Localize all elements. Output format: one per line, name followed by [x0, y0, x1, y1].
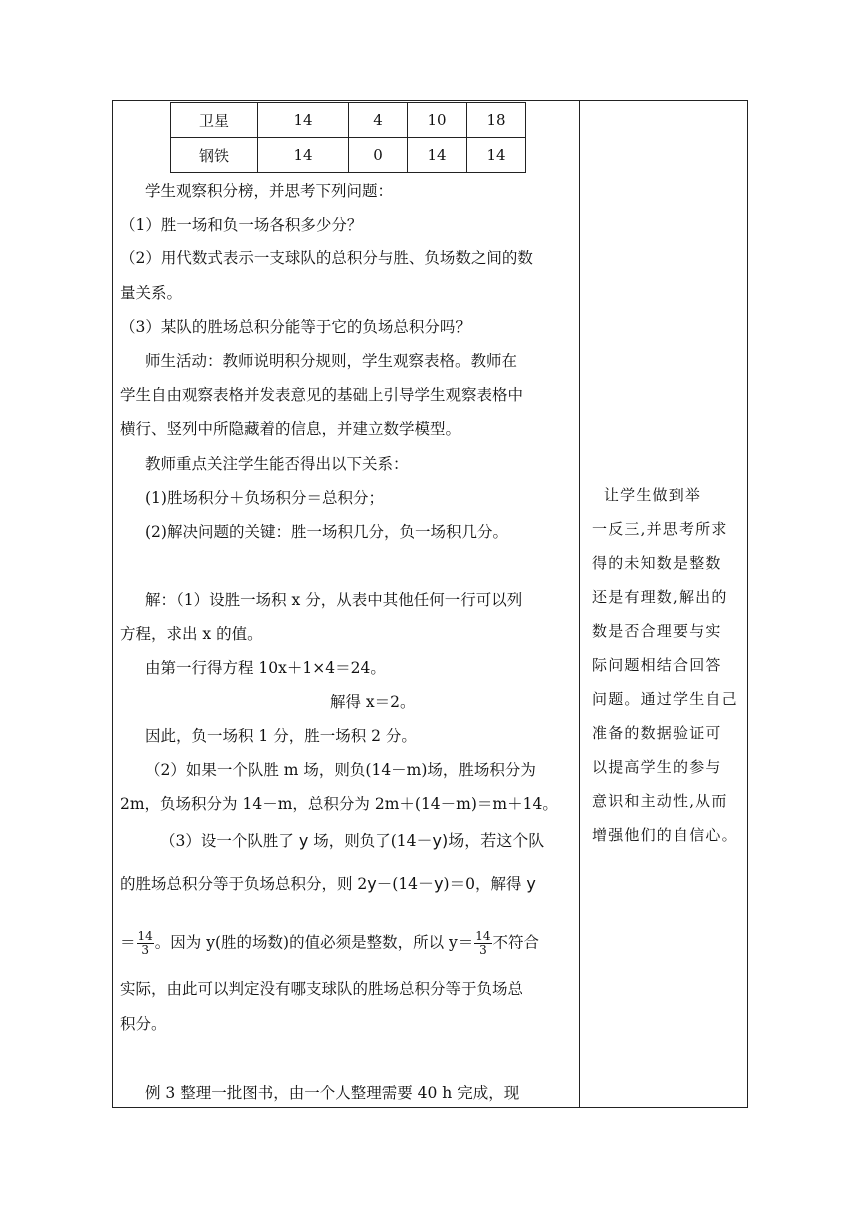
table-cell: 14 [258, 138, 349, 173]
equation-result: 解得 x＝2。 [330, 693, 416, 711]
activity-line: 师生活动：教师说明积分规则，学生观察表格。教师在 [145, 352, 518, 370]
minus-sign: － [416, 831, 433, 850]
solution-3-line [120, 930, 539, 957]
side-note-line: 数是否合理要与实 [592, 622, 722, 640]
table-cell: 18 [467, 103, 526, 138]
variable-y: y [526, 874, 536, 893]
text-span: 。因为 y(胜的场数)的值必须是整数，所以 y＝ [154, 933, 474, 952]
table-cell: 10 [408, 103, 467, 138]
table-cell: 0 [349, 138, 408, 173]
question-3: （3）某队的胜场总积分能等于它的负场总积分吗？ [120, 318, 471, 336]
table-row [171, 138, 526, 173]
activity-line: 学生自由观察表格并发表意见的基础上引导学生观察表格中 [120, 386, 524, 404]
fraction-numerator: 14 [137, 929, 153, 943]
text-span: 不符合 [492, 933, 540, 952]
fraction-numerator: 14 [475, 929, 491, 943]
text-span: －(14 [376, 875, 419, 893]
table-cell: 钢铁 [171, 138, 258, 173]
table-cell: 14 [408, 138, 467, 173]
solution-3-line [160, 830, 544, 852]
side-note-line: 际问题相结合回答 [592, 656, 722, 674]
text-span: ＝ [120, 933, 136, 952]
variable-y: y [367, 874, 377, 893]
question-2: （2）用代数式表示一支球队的总积分与胜、负场数之间的数 [120, 249, 533, 267]
question-2-cont: 量关系。 [120, 284, 183, 302]
equation-line: 由第一行得方程 10x＋1×4＝24。 [145, 659, 386, 677]
variable-y: y [434, 874, 444, 893]
text-span: 的胜场总积分等于负场总积分，则 2 [120, 875, 368, 893]
text-line: 学生观察积分榜，并思考下列问题： [145, 182, 394, 200]
score-table [170, 102, 526, 173]
solution-line: 方程，求出 x 的值。 [120, 625, 263, 643]
table-cell: 14 [258, 103, 349, 138]
side-note-line: 还是有理数,解出的 [592, 588, 728, 606]
table-row [171, 103, 526, 138]
conclusion-line: 因此，负一场积 1 分，胜一场积 2 分。 [145, 727, 417, 745]
text-span: （3）设一个队胜了 [160, 832, 294, 850]
side-note-line: 一反三,并思考所求 [592, 520, 728, 538]
side-note-line: 问题。通过学生自己 [592, 690, 738, 708]
side-note-line: 以提高学生的参与 [592, 758, 722, 776]
side-note-line: 准备的数据验证可 [592, 724, 722, 742]
minus-sign: － [418, 874, 435, 893]
side-note-line: 得的未知数是整数 [592, 554, 722, 572]
fraction [474, 930, 491, 957]
side-note-line: 让学生做到举 [592, 486, 702, 504]
fraction-denominator: 3 [479, 943, 487, 957]
solution-3-line [120, 873, 536, 895]
activity-line: 横行、竖列中所隐藏着的信息，并建立数学模型。 [120, 420, 462, 438]
side-note-line: 增强他们的自信心。 [592, 826, 738, 844]
example-3-line: 例 3 整理一批图书，由一个人整理需要 40 h 完成，现 [145, 1084, 520, 1102]
solution-2-line: 2m，负场积分为 14－m，总积分为 2m＋(14－m)＝m＋14。 [120, 795, 558, 813]
text-span: y)场，若这个队 [432, 831, 545, 850]
side-note-line: 意识和主动性,从而 [592, 792, 728, 810]
relation-1: (1)胜场积分＋负场积分＝总积分； [145, 489, 384, 507]
side-note [592, 478, 742, 852]
fraction-denominator: 3 [141, 943, 149, 957]
text-span: )＝0，解得 [443, 875, 522, 893]
question-1: （1）胜一场和负一场各积多少分？ [120, 216, 363, 234]
focus-line: 教师重点关注学生能否得出以下关系： [145, 455, 409, 473]
fraction [137, 930, 154, 957]
solution-3-line: 实际，由此可以判定没有哪支球队的胜场总积分等于负场总 [120, 980, 524, 998]
table-cell: 4 [349, 103, 408, 138]
variable-y: y [298, 831, 309, 850]
text-span: 场，则负了(14 [313, 832, 417, 850]
column-divider [579, 100, 580, 1108]
table-cell: 卫星 [171, 103, 258, 138]
relation-2: (2)解决问题的关键：胜一场积几分，负一场积几分。 [145, 523, 508, 541]
table-cell: 14 [467, 138, 526, 173]
solution-3-line: 积分。 [120, 1015, 167, 1033]
solution-2-line: （2）如果一个队胜 m 场，则负(14－m)场，胜场积分为 [145, 761, 536, 779]
solution-line: 解：（1）设胜一场积 x 分，从表中其他任何一行可以列 [145, 591, 523, 609]
